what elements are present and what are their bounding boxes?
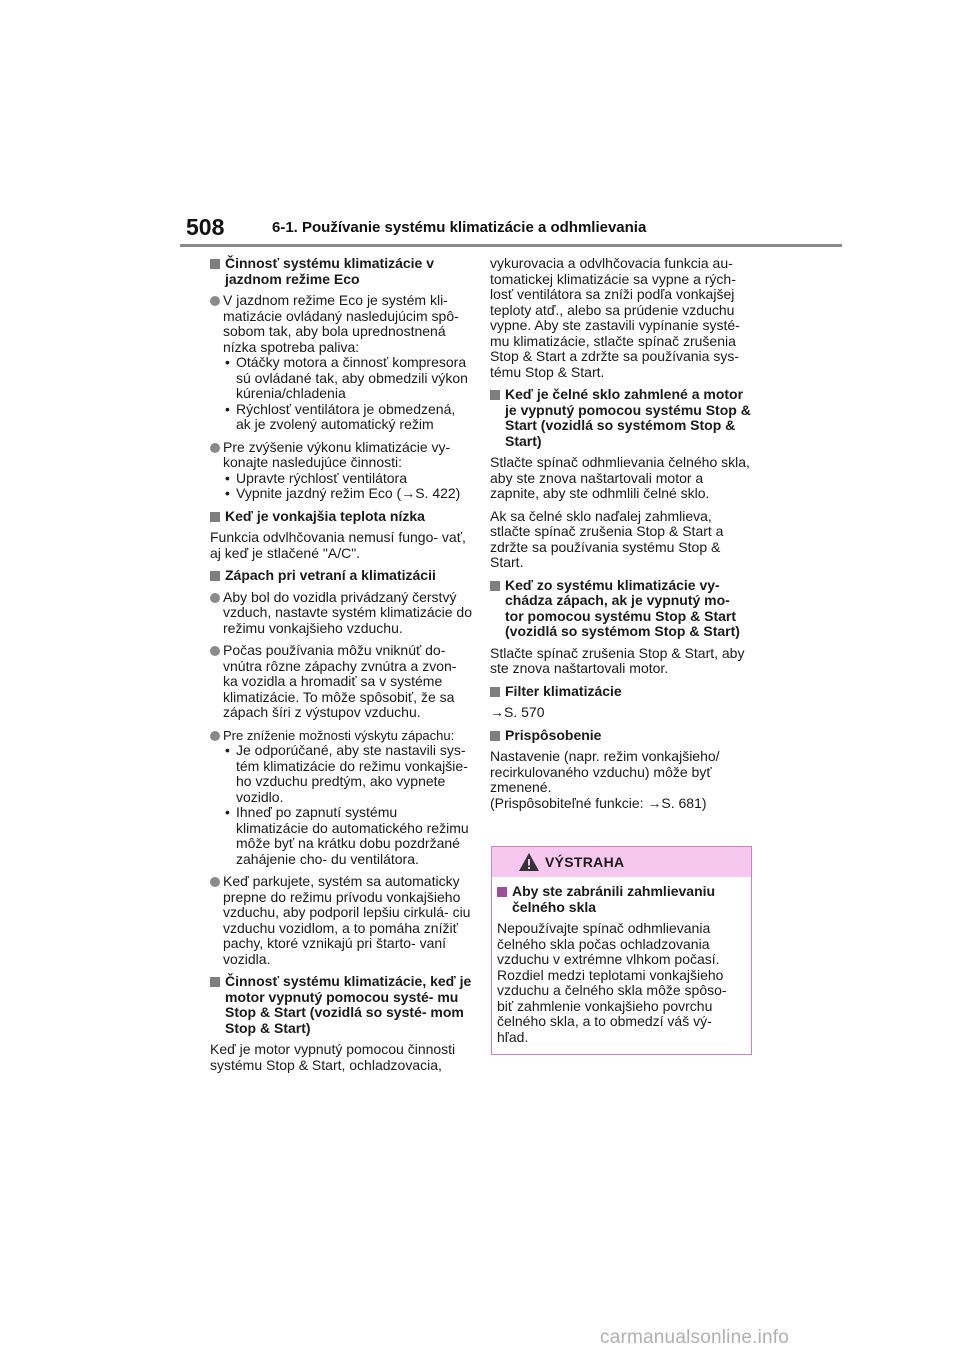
bullet-reduce-odor — [210, 728, 472, 868]
warning-triangle-icon — [518, 852, 540, 872]
bullet-text: Pre zníženie možnosti výskytu zápachu: — [223, 727, 455, 743]
header-rule — [180, 244, 842, 247]
page-number: 508 — [186, 214, 225, 240]
sub-bullet-text: Ihneď po zapnutí systému klimatizácie do automatického režimu môže byť na krátku dobu pozdržané zahájenie cho- du ventilátora. — [236, 804, 469, 867]
bullet-dot: • — [225, 742, 230, 758]
warning-text: Nepoužívajte spínač odhmlievania čelného skla počas ochladzovania vzduchu v extrémne vlhkom počasí. Rozdiel medzi teplotami vonkajšieho vzduchu a čelného skla môže spôso- biť zahmlenie vonkajšieho povrchu čelného skla, a to obmedzí váš vý- hľad. — [497, 920, 727, 1045]
section-heading-customization: Prispôsobenie — [490, 728, 752, 744]
paragraph: Ak sa čelné sklo naďalej zahmlieva, stlačte spínač zrušenia Stop & Start a zdržte sa používania systému Stop & Start. — [490, 507, 724, 570]
warning-heading: Aby ste zabránili zahmlievaniu čelného skla — [497, 884, 745, 915]
sub-bullet-text: Rýchlosť ventilátora je obmedzená, ak je zvolený automatický režim — [236, 400, 456, 432]
bullet-parking: Keď parkujete, systém sa automaticky prepne do režimu prívodu vonkajšieho vzduchu, aby podporil lepšiu cirkulá- ciu vzduchu vozidlom, a to pomáha znížiť pachy, ktoré vznikajú pri štarto- vaní vozidla. — [210, 874, 472, 967]
sub-bullet — [223, 805, 472, 867]
paragraph: Funkcia odvlhčovania nemusí fungo- vať, aj keď je stlačené "A/C". — [210, 529, 466, 561]
paragraph: Nastavenie (napr. režim vonkajšieho/ recirkulovaného vzduchu) môže byť zmenené. — [490, 748, 720, 795]
bullet-odors: Počas používania môžu vniknúť do- vnútra rôzne zápachy zvnútra a zvon- ka vozidla a hromadiť sa v systéme klimatizácie. To môže spôsobiť, že sa zápach šíri z výstupov vzduchu. — [210, 643, 472, 721]
sub-bullet — [223, 743, 472, 805]
paragraph: (Prispôsobiteľné funkcie: →S. 681) — [490, 794, 707, 811]
bullet-text: Pre zvýšenie výkonu klimatizácie vy- konajte nasledujúce činnosti: — [223, 438, 451, 470]
section-heading-low-temp: Keď je vonkajšia teplota nízka — [210, 509, 472, 525]
page-reference: →S. 570 — [490, 704, 545, 720]
sub-bullet-text: Vypnite jazdný režim Eco (→S. 422) — [236, 485, 461, 501]
left-column — [210, 256, 472, 1080]
bullet-fresh-air: Aby bol do vozidla privádzaný čerstvý vzduch, nastavte systém klimatizácie do režimu vonkajšieho vzduchu. — [210, 590, 472, 637]
sub-bullet-text: Otáčky motora a činnosť kompresora sú ovládané tak, aby obmedzili výkon kúrenia/chladenia — [236, 354, 468, 401]
bullet-eco-control — [210, 293, 472, 433]
bullet-dot: • — [225, 354, 230, 370]
watermark: carmanualsonline.info — [600, 1327, 790, 1348]
sub-bullet — [223, 486, 472, 502]
warning-header — [492, 847, 751, 877]
paragraph: Stlačte spínač odhmlievania čelného skla, aby ste znova naštartovali motor a zapnite, aby ste odhmlili čelné sklo. — [490, 454, 750, 501]
bullet-increase-performance — [210, 440, 472, 502]
chapter-title: 6-1. Používanie systému klimatizácie a odhmlievania — [272, 219, 647, 236]
sub-bullet-text: Je odporúčané, aby ste nastavili sys- tém klimatizácie do režimu vonkajšie- ho vzduchu predtým, ako vypnete vozidlo. — [236, 742, 468, 805]
bullet-dot: • — [225, 400, 230, 417]
sub-bullet-text: Upravte rýchlosť ventilátora — [236, 469, 407, 486]
paragraph: Stlačte spínač zrušenia Stop & Start, aby ste znova naštartovali motor. — [490, 644, 745, 676]
section-heading-fogged-windshield: Keď je čelné sklo zahmlené a motor je vypnutý pomocou systému Stop & Start (vozidlá so systémom Stop & Start) — [490, 387, 752, 449]
section-heading-filter: Filter klimatizácie — [490, 684, 752, 700]
sub-bullet — [223, 471, 472, 487]
bullet-dot: • — [225, 485, 230, 501]
warning-title: VÝSTRAHA — [545, 854, 625, 870]
bullet-dot: • — [225, 804, 230, 820]
right-column — [490, 256, 752, 811]
warning-body — [492, 877, 751, 1045]
section-heading-odor-stop-start: Keď zo systému klimatizácie vy- chádza zápach, ak je vypnutý mo- tor pomocou systému Stop & Start (vozidlá so systémom Stop & Start) — [490, 578, 752, 640]
sub-bullet — [223, 402, 472, 433]
bullet-text: V jazdnom režime Eco je systém kli- matizácie ovládaný nasledujúcim spô- sobom tak, aby bola uprednostnená nízka spotreba paliva: — [223, 292, 459, 355]
section-heading-eco: Činnosť systému klimatizácie v jazdnom režime Eco — [210, 256, 472, 287]
warning-box — [491, 846, 752, 1055]
bullet-dot: • — [225, 469, 230, 486]
paragraph: vykurovacia a odvlhčovacia funkcia au- tomatickej klimatizácie sa vypne a rých- losť ventilátora sa zníži podľa vonkajšej teploty atď., alebo sa prúdenie vzduchu vypne. Aby ste zastavili vypínanie systé- mu klimatizácie, stlačte spínač zrušenia Stop & Start a zdržte sa používania sys- tému Stop & Start. — [490, 255, 740, 380]
section-heading-stop-start: Činnosť systému klimatizácie, keď je motor vypnutý pomocou systé- mu Stop & Start (vozidlá so systé- mom Stop & Start) — [210, 974, 472, 1036]
section-heading-odor: Zápach pri vetraní a klimatizácii — [210, 568, 472, 584]
sub-bullet — [223, 355, 472, 402]
paragraph: Keď je motor vypnutý pomocou činnosti systému Stop & Start, ochladzovacia, — [210, 1041, 456, 1073]
